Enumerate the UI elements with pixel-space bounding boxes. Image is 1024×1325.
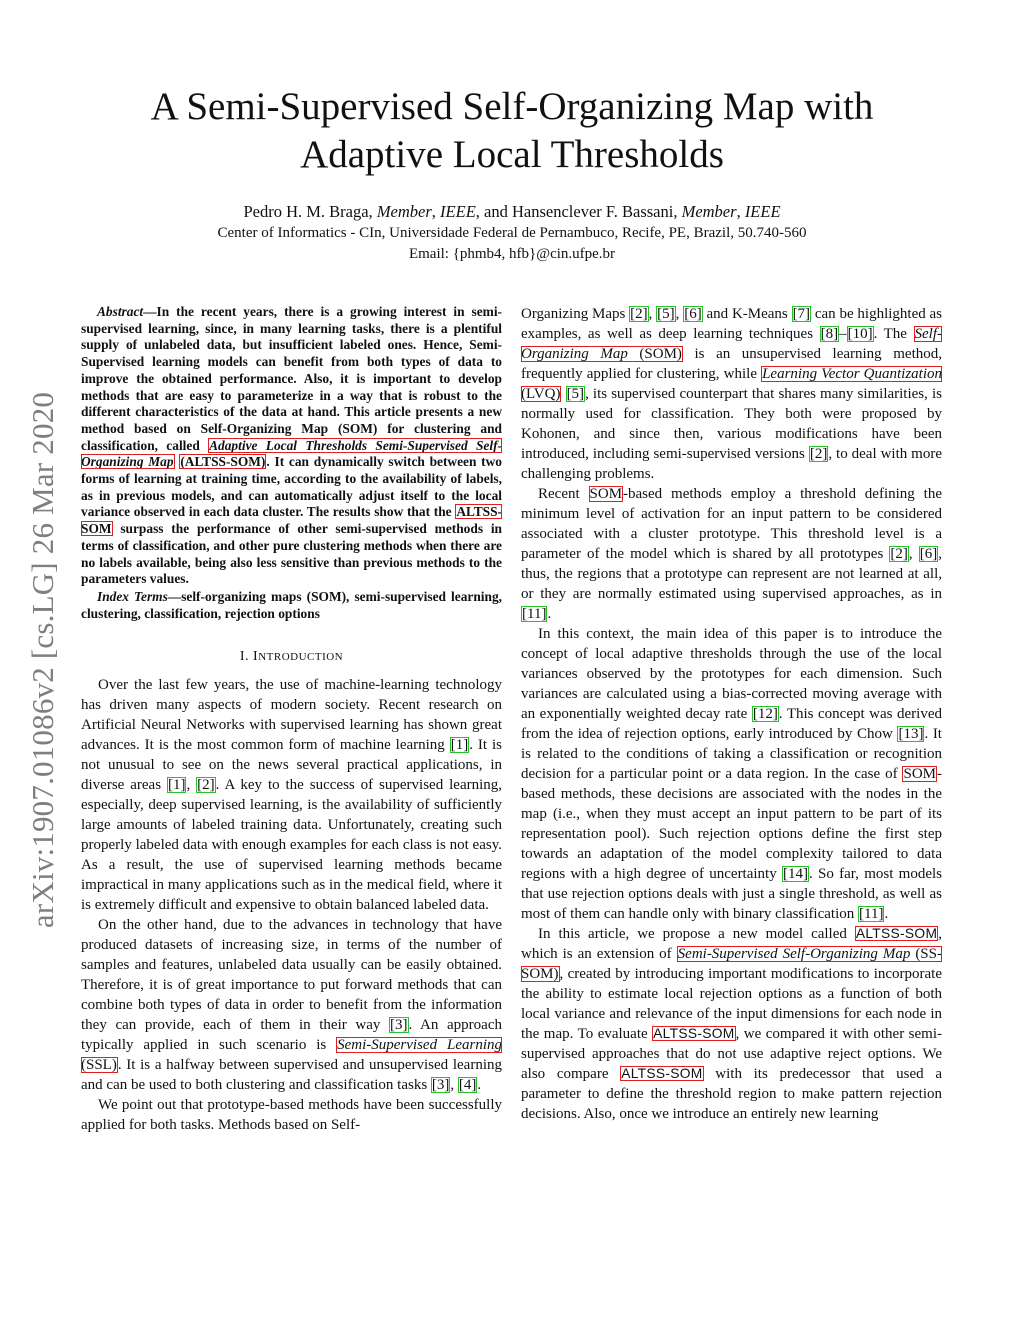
citation-link[interactable]: [1]	[167, 777, 186, 794]
author-2-society: IEEE	[744, 202, 781, 221]
paragraph: In this context, the main idea of this paper is to introduce the concept of local adaptive thresholds through the use of the local variances observed by the prototypes for each dimension. Such variances are calculated using a bias-corrected moving average with an exponentially weighted decay rate [12]. This concept was derived from the idea of rejection options, early introduced by Chow [13]. It is related to the conditions of taking a classification or recognition decision for a particular point or a data region. In the case of SOM-based methods, these decisions are associated with the nodes in the map (i.e., when they must accept an input pattern to be part of its representation pool). Such rejection options define the first step towards an adaptation of the model complexity tailored to data regions with a high degree of uncertainty [14]. So far, most models that use rejection options deals with just a single threshold, as well as most of them can handle only with binary classification [11].	[521, 626, 942, 922]
citation-link[interactable]: [5]	[566, 386, 585, 402]
citation-link[interactable]: [3]	[431, 1077, 450, 1094]
citation-link[interactable]: [2]	[197, 777, 215, 794]
link-lvq[interactable]: Learning Vector Quantization (LVQ)	[521, 366, 942, 402]
index-terms: Index Terms—self-organizing maps (SOM), semi-supervised learning, clustering, classification, rejection options	[81, 588, 502, 621]
link-altss-som[interactable]: ALTSS-SOM	[621, 1066, 703, 1081]
citation-link[interactable]: [5]	[657, 306, 675, 322]
author-1-society: IEEE	[440, 202, 476, 221]
paragraph: Over the last few years, the use of machine-learning technology has driven many aspects of modern society. Recent research on Artificial Neural Networks with supervised learning has shown great advances. It is the most common form of machine learning [1]. It is not unusual to see on the news several practical applications, in diverse areas [1], [2]. A key to the success of supervised learning, especially, deep supervised learning, is the availability of sufficiently large amounts of labeled training data. Unfortunately, creating such properly labeled data with enough examples for each class is not easy. As a result, the use of supervised learning methods became impractical in many applications such as in the medical field, where it is extremely difficult and expensive to obtain balanced labeled data.	[81, 677, 503, 914]
left-column	[81, 304, 502, 1135]
author-line: Pedro H. M. Braga, Member, IEEE, and Hansenclever F. Bassani, Member, IEEE	[243, 202, 781, 221]
right-column	[521, 304, 942, 1124]
citation-link[interactable]: [11]	[859, 906, 884, 922]
paragraph: Organizing Maps [2], [5], [6] and K-Means [7] can be highlighted as examples, as well as deep learning techniques [8]–[10]. The Self-Organizing Map (SOM) is an unsupervised learning method, frequently applied for clustering, while Learning Vector Quantization (LVQ) [5], its supervised counterpart that shares many similarities, is normally used for classification. They both were proposed by Kohonen, and since then, various modifications have been introduced, including semi-supervised versions [2], to deal with more challenging problems.	[521, 306, 943, 482]
arxiv-sidebar	[18, 340, 68, 980]
link-som[interactable]: SOM	[903, 766, 936, 782]
paragraph: On the other hand, due to the advances in technology that have produced datasets of increasing size, in terms of the number of samples and features, unlabeled data usually can be easily obtained. Therefore, it is of great importance to put forward methods that can combine both types of data in order to benefit from the information they can provide, each of them in their way [3]. An approach typically applied in such scenario is Semi-Supervised Learning (SSL). It is a halfway between supervised and unsupervised learning and can be used to both clustering and classification tasks [3], [4].	[81, 917, 502, 1094]
citation-link[interactable]: [7]	[792, 306, 811, 322]
section-heading-introduction: I. INTRODUCTION	[239, 649, 344, 665]
link-som[interactable]: Self-Organizing Map (SOM)	[521, 326, 942, 362]
citation-link[interactable]: [6]	[919, 546, 938, 562]
paragraph: We point out that prototype-based methods have been successfully applied for both tasks. Methods based on Self-	[81, 1097, 502, 1134]
author-2: , and Hansenclever F. Bassani,	[475, 202, 682, 221]
link-altss-som[interactable]: ALTSS-SOM	[653, 1026, 735, 1041]
arxiv-identifier: arXiv:1907.01086v2 [cs.LG] 26 Mar 2020	[25, 391, 60, 929]
paper-title	[0, 83, 1024, 179]
citation-link[interactable]: [14]	[783, 866, 808, 882]
author-1: Pedro H. M. Braga,	[243, 202, 377, 221]
right-body-text	[521, 304, 942, 1124]
left-body-text	[81, 675, 502, 1135]
citation-link[interactable]: [4]	[458, 1077, 477, 1094]
citation-link[interactable]: [2]	[630, 306, 648, 322]
citation-link[interactable]: [11]	[522, 606, 547, 622]
link-ss-som[interactable]: Semi-Supervised Self-Organizing Map (SS-SOM)	[521, 946, 942, 982]
abstract: Abstract—In the recent years, there is a growing interest in semi-supervised learning, since, in many learning tasks, there is a plentiful supply of unlabeled data, but insufficient labeled ones. Hence, Semi-Supervised learning models can benefit from both types of data to improve the obtained performance. Also, it is important to develop methods that are easy to parameterize in a way that is robust to the different characteristics of the data at hand. This article presents a new method based on Self-Organizing Map (SOM) for clustering and classification, called Adaptive Local Thresholds Semi-Supervised Self-Organizing Map (ALTSS-SOM). It can dynamically switch between two forms of learning at training time, according to the availability of labels, as in previous models, and can automatically adjust itself to the local variance observed in each data cluster. The results show that the ALTSS-SOM surpass the performance of other semi-supervised methods in terms of classification, and other pure clustering methods when there are no labels available, being also less sensitive than previous methods to the parameters values.	[81, 304, 502, 587]
index-terms-label: Index Terms	[97, 588, 168, 604]
citation-link[interactable]: [2]	[890, 546, 908, 562]
link-som[interactable]: SOM	[589, 486, 623, 502]
author-1-role: Member	[376, 202, 432, 221]
citation-link[interactable]: [8]	[820, 326, 839, 342]
paragraph: Recent SOM-based methods employ a threshold defining the minimum level of activation for an input pattern to be considered associated with a cluster prototype. This threshold level is a parameter of the model which is shared by all prototypes [2], [6], thus, the regions that a prototype can represent are not learned at all, or they are normally estimated using supervised approaches, as in [11].	[521, 486, 943, 622]
title-line-2: Adaptive Local Thresholds	[300, 133, 724, 176]
paragraph: In this article, we propose a new model called ALTSS-SOM, which is an extension of Semi-Supervised Self-Organizing Map (SS-SOM), created by introducing important modifications to incorporate the ability to estimate local rejection options as a function of both local variance and relevance of the input dimensions for each node in the map. To evaluate ALTSS-SOM, we compared it with other semi-supervised approaches that do not use adaptive reject options. We also compare ALTSS-SOM with its predecessor that used a parameter to define the threshold region to make pattern rejection decisions. Also, once we introduce an entirely new learning	[521, 926, 942, 1122]
citation-link[interactable]: [3]	[390, 1017, 408, 1034]
link-altss-som-acronym[interactable]: (ALTSS-SOM)	[180, 454, 266, 470]
citation-link[interactable]: [2]	[809, 446, 828, 462]
citation-link[interactable]: [1]	[450, 737, 469, 754]
email-line: Email: {phmb4, hfb}@cin.ufpe.br	[408, 246, 616, 262]
citation-link[interactable]: [10]	[847, 326, 873, 342]
author-2-role: Member	[681, 202, 737, 221]
link-altss-som[interactable]: ALTSS-SOM	[81, 504, 502, 537]
abstract-label: Abstract	[97, 304, 144, 319]
citation-link[interactable]: [6]	[684, 306, 702, 322]
citation-link[interactable]: [13]	[898, 726, 924, 742]
link-ssl[interactable]: Semi-Supervised Learning (SSL)	[81, 1037, 502, 1074]
link-altss-som-fullname[interactable]: Adaptive Local Thresholds Semi-Supervised Self-Organizing Map	[81, 437, 502, 470]
title-line-1: A Semi-Supervised Self-Organizing Map with	[150, 85, 874, 128]
link-altss-som[interactable]: ALTSS-SOM	[855, 926, 938, 941]
citation-link[interactable]: [12]	[752, 706, 778, 722]
affiliation: Center of Informatics - CIn, Universidade Federal de Pernambuco, Recife, PE, Brazil, 50.740-560	[217, 225, 807, 241]
